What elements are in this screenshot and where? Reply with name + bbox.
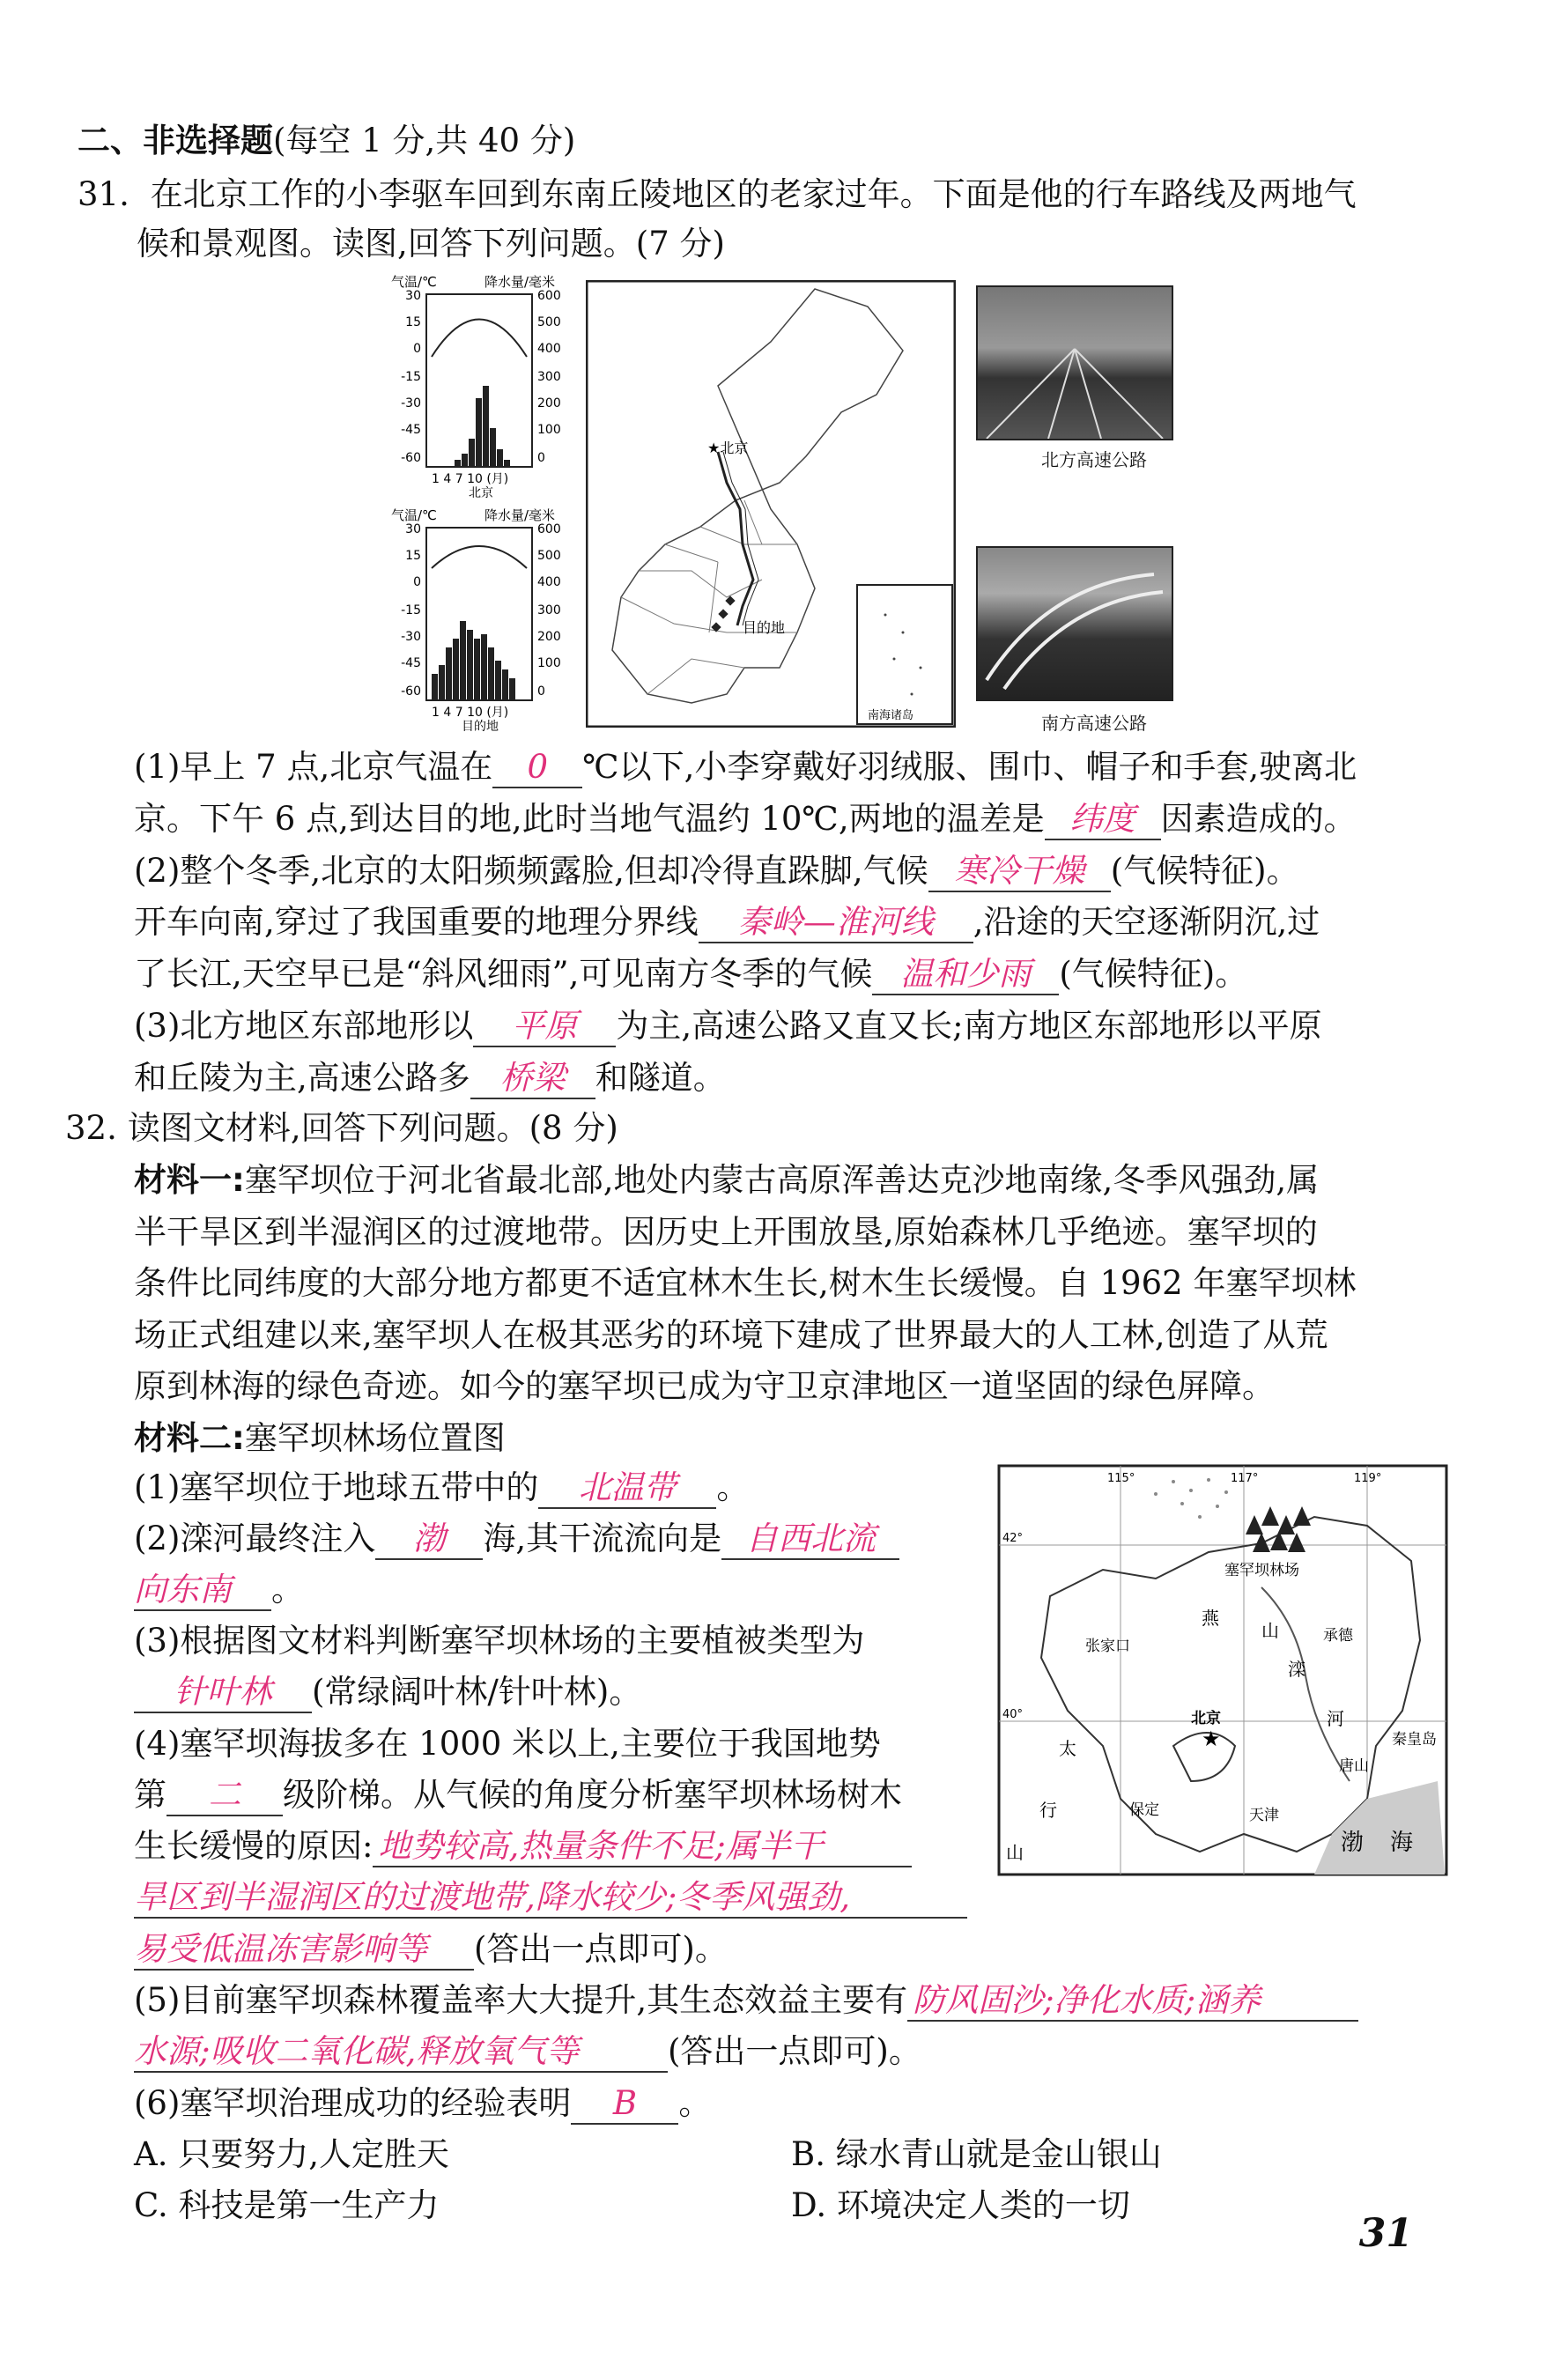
q32-p2b: 海,其干流流向是 [483,1520,722,1557]
q32-stem [65,1106,618,1150]
q32-p4-line5 [134,1927,728,1971]
map-tangshan: 唐山 [1339,1757,1369,1775]
q31-p1c: 京。下午 6 点,到达目的地,此时当地气温约 10℃,两地的温差是 [134,800,1045,838]
photo-north-highway [976,285,1173,440]
q31-stem1: 在北京工作的小李驱车回到东南丘陵地区的老家过年。下面是他的行车路线及两地气 [150,175,1357,213]
svg-text:30: 30 [405,522,421,536]
q32-p5b: (答出一点即可)。 [668,2032,921,2070]
q32-option-a: A. 只要努力,人定胜天 [134,2135,450,2173]
dest-months: 1 4 7 10 (月) [432,706,509,720]
map-beijing-star: ★ [1202,1727,1221,1751]
q32-number: 32. [65,1109,117,1147]
map-taihang-2: 行 [1039,1800,1057,1821]
svg-text:-30: -30 [401,396,421,410]
q32-p1b: 。 [716,1468,750,1506]
q32-p5-line1 [134,1978,1358,2023]
q32-option-b: B. 绿水青山就是金山银山 [791,2135,1162,2173]
china-route-map [586,280,956,728]
map-he: 河 [1327,1708,1344,1729]
caption-south-highway: 南方高速公路 [1041,713,1147,734]
map-lat-40: 40° [1002,1708,1024,1721]
beijing-caption: 北京 [469,486,493,498]
svg-text:200: 200 [537,630,561,644]
q31-p2e: 了长江,天空早已是“斜风细雨”,可见南方冬季的气候 [134,955,873,993]
q32-p4-line1: (4)塞罕坝海拔多在 1000 米以上,主要位于我国地势 [134,1725,881,1763]
q32-m1-line5: 原到林海的绿色奇迹。如今的塞罕坝已成为守卫京津地区一道坚固的绿色屏障。 [134,1367,1275,1405]
map-luan: 滦 [1288,1659,1305,1680]
q31-answer-1: 0 [492,748,582,788]
svg-text:15: 15 [405,549,421,563]
q32-option-c: C. 科技是第一生产力 [134,2186,440,2224]
q32-option-d: D. 环境决定人类的一切 [791,2186,1130,2224]
beijing-months: 1 4 7 10 (月) [432,472,509,486]
q32-p3b: (常绿阔叶林/针叶林)。 [312,1673,642,1711]
q31-p1d: 因素造成的。 [1160,800,1357,838]
q32-p5a: (5)目前塞罕坝森林覆盖率大大提升,其生态效益主要有 [134,1981,908,2019]
q31-answer-7: 桥梁 [470,1059,595,1099]
q32-p4e: (答出一点即可)。 [474,1930,728,1968]
svg-text:-60: -60 [401,451,421,465]
map-lon-117: 117° [1231,1472,1259,1485]
map-bohai-1: 渤 [1341,1830,1365,1856]
q31-p1-line2 [134,797,1357,841]
svg-text:100: 100 [537,656,561,670]
q32-p2-line1 [134,1517,899,1561]
section-title: 二、非选择题 [78,122,273,159]
climate-chart-destination [370,507,586,731]
map-lon-119: 119° [1354,1472,1382,1485]
svg-text:300: 300 [537,370,561,384]
svg-text:-15: -15 [401,603,421,617]
map-bohai-2: 海 [1390,1830,1414,1856]
q31-number: 31. [78,175,129,213]
photo-south-highway [976,546,1173,701]
q32-p4-line2 [134,1773,902,1817]
svg-text:0: 0 [537,684,545,699]
q32-answer-3a: 自西北流 [721,1520,899,1560]
m2-text: 塞罕坝林场位置图 [244,1419,506,1457]
q32-p3-line2 [134,1670,641,1714]
q31-p2c: 开车向南,穿过了我国重要的地理分界线 [134,903,699,941]
svg-text:15: 15 [405,315,421,329]
q31-p1a: (1)早上 7 点,北京气温在 [134,748,493,786]
q31-p2-line3 [134,952,1247,996]
map-forest-label: 塞罕坝林场 [1224,1562,1299,1579]
q32-p4-line4 [134,1875,967,1919]
q32-p1 [134,1466,749,1510]
q31-p2a: (2)整个冬季,北京的太阳频频露脸,但却冷得直跺脚,气候 [134,852,928,890]
q32-stem-text: 读图文材料,回答下列问题。(8 分) [127,1109,618,1147]
map-taihang-3: 山 [1006,1842,1024,1863]
q32-answer-1: 北温带 [538,1468,716,1509]
q31-p3c: 和丘陵为主,高速公路多 [134,1059,470,1097]
map-yan: 燕 [1202,1608,1219,1629]
dest-y1-label: 气温/℃ [391,507,437,523]
q31-p3-line1 [134,1004,1322,1048]
q32-p6 [134,2082,711,2126]
map-tianjin: 天津 [1249,1807,1279,1824]
q32-p6a: (6)塞罕坝治理成功的经验表明 [134,2084,572,2122]
svg-text:300: 300 [537,603,561,617]
svg-text:500: 500 [537,549,561,563]
map-beijing: 北京 [1191,1710,1221,1727]
material-2-label: 材料二: [134,1419,245,1457]
q31-p2-line1 [134,849,1299,893]
q32-answer-7a: 防风固沙;净化水质;涵养 [907,1981,1358,2022]
beijing-y1-label: 气温/℃ [391,274,437,290]
map-lat-42: 42° [1002,1532,1024,1545]
climate-chart-beijing [370,273,586,498]
q32-m1-line1 [134,1158,1319,1202]
q31-answer-4: 秦岭—淮河线 [699,903,973,943]
q32-answer-4: 针叶林 [134,1673,312,1713]
q31-stem-line2: 候和景观图。读图,回答下列问题。(7 分) [137,225,725,263]
q32-m1-line4: 场正式组建以来,塞罕坝人在极其恶劣的环境下建成了世界最大的人工林,创造了从荒 [134,1316,1328,1354]
q31-answer-6: 平原 [473,1007,616,1047]
q32-answer-7b: 水源;吸收二氧化碳,释放氧气等 [134,2032,668,2073]
q31-p1-line1 [134,745,1357,789]
q32-m2-line [134,1416,506,1461]
map-qhd: 秦皇岛 [1392,1731,1437,1749]
map-shan: 山 [1261,1620,1279,1641]
svg-text:400: 400 [537,342,561,356]
q31-p2-line2 [134,900,1320,944]
q31-p2f: (气候特征)。 [1059,955,1248,993]
q32-p4b: 第 [134,1776,166,1814]
svg-text:-45: -45 [401,423,421,437]
q31-p3d: 和隧道。 [595,1059,726,1097]
beijing-y2-label: 降水量/毫米 [484,274,556,290]
q32-answer-2: 渤 [375,1520,483,1560]
map-taihang-1: 太 [1059,1738,1076,1759]
q32-answer-5: 二 [166,1776,283,1816]
q31-answer-2: 纬度 [1045,800,1161,840]
map-dest-label: 目的地 [743,619,786,636]
q32-answer-8: B [571,2084,678,2125]
q31-p3-line2 [134,1056,726,1100]
page-number: 31 [1358,2211,1413,2256]
svg-text:500: 500 [537,315,561,329]
q32-p6b: 。 [678,2084,712,2122]
q32-answer-3b: 向东南 [134,1571,271,1611]
q31-p2b: (气候特征)。 [1110,852,1299,890]
q31-p3b: 为主,高速公路又直又长;南方地区东部地形以平原 [616,1007,1322,1045]
q32-m1-line3: 条件比同纬度的大部分地方都更不适宜林木生长,树木生长缓慢。自 1962 年塞罕坝林 [134,1264,1357,1302]
dest-caption: 目的地 [462,720,499,731]
q32-p1a: (1)塞罕坝位于地球五带中的 [134,1468,539,1506]
map-inset-label: 南海诸岛 [868,709,914,722]
caption-north-highway: 北方高速公路 [1041,449,1147,470]
q31-p1b: ℃以下,小李穿戴好羽绒服、围巾、帽子和手套,驶离北 [582,748,1357,786]
svg-text:-45: -45 [401,656,421,670]
q32-p5-line2 [134,2030,921,2074]
material-1-label: 材料一: [134,1161,245,1199]
q32-p4d: 生长缓慢的原因: [134,1827,374,1865]
m1-l1: 塞罕坝位于河北省最北部,地处内蒙古高原浑善达克沙地南缘,冬季风强劲,属 [244,1161,1320,1199]
section-heading [78,119,575,163]
map-baoding: 保定 [1129,1801,1159,1819]
map-beijing-label: ★北京 [707,440,749,456]
svg-text:600: 600 [537,289,561,303]
q32-p3-line1: (3)根据图文材料判断塞罕坝林场的主要植被类型为 [134,1622,865,1660]
q31-answer-3: 寒冷干燥 [928,852,1111,892]
svg-text:-30: -30 [401,630,421,644]
svg-text:0: 0 [537,451,545,465]
svg-text:30: 30 [405,289,421,303]
q32-p2c: 。 [271,1571,304,1608]
map-chengde: 承德 [1323,1627,1353,1645]
svg-text:100: 100 [537,423,561,437]
map-zjk: 张家口 [1085,1638,1130,1655]
q32-p2a: (2)滦河最终注入 [134,1520,376,1557]
q32-p2-line2 [134,1568,304,1612]
q31-p3a: (3)北方地区东部地形以 [134,1007,474,1045]
map-lon-115: 115° [1107,1472,1135,1485]
svg-text:200: 200 [537,396,561,410]
svg-text:0: 0 [413,342,421,356]
q32-answer-6a: 地势较高,热量条件不足;属半干 [373,1827,912,1867]
saihanba-map [997,1464,1448,1876]
svg-text:-60: -60 [401,684,421,699]
q32-p4-line3 [134,1824,912,1868]
q31-stem-line1 [78,173,1357,217]
svg-text:400: 400 [537,575,561,589]
q32-answer-6c: 易受低温冻害影响等 [134,1930,474,1971]
q32-m1-line2: 半干旱区到半湿润区的过渡地带。因历史上开围放垦,原始森林几乎绝迹。塞罕坝的 [134,1213,1318,1251]
svg-text:-15: -15 [401,370,421,384]
q31-p2d: ,沿途的天空逐渐阴沉,过 [973,903,1320,941]
q32-p4c: 级阶梯。从气候的角度分析塞罕坝林场树木 [283,1776,902,1814]
dest-y2-label: 降水量/毫米 [484,507,556,523]
svg-text:600: 600 [537,522,561,536]
q32-answer-6b: 旱区到半湿润区的过渡地带,降水较少;冬季风强劲, [134,1878,967,1919]
section-note: (每空 1 分,共 40 分) [273,122,576,159]
q31-answer-5: 温和少雨 [872,955,1059,995]
svg-text:0: 0 [413,575,421,589]
